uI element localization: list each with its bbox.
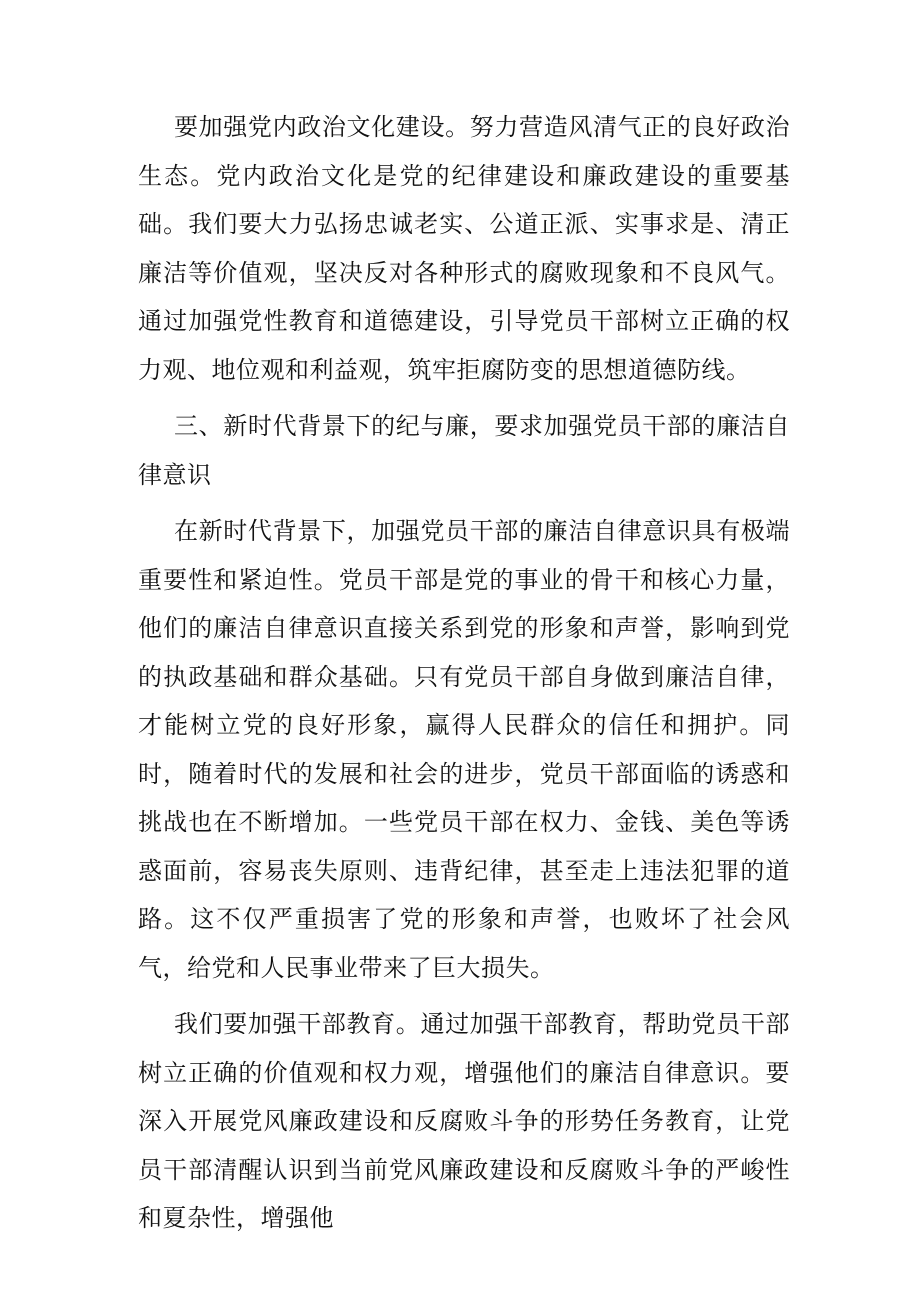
paragraph-self-discipline: 在新时代背景下，加强党员干部的廉洁自律意识具有极端重要性和紧迫性。党员干部是党的事业的骨干和核心力量，他们的廉洁自律意识直接关系到党的形象和声誉，影响到党的执政基础和群众基础。只有党员干部自身做到廉洁自律，才能树立党的良好形象，赢得人民群众的信任和拥护。同时，随着时代的发展和社会的进步，党员干部面临的诱惑和挑战也在不断增加。一些党员干部在权力、金钱、美色等诱惑面前，容易丧失原则、违背纪律，甚至走上违法犯罪的道路。这不仅严重损害了党的形象和声誉，也败坏了社会风气，给党和人民事业带来了巨大损失。 (138, 517, 790, 982)
paragraph-political-culture: 要加强党内政治文化建设。努力营造风清气正的良好政治生态。党内政治文化是党的纪律建设和廉政建设的重要基础。我们要大力弘扬忠诚老实、公道正派、实事求是、清正廉洁等价值观，坚决反对各种形式的腐败现象和不良风气。通过加强党性教育和道德建设，引导党员干部树立正确的权力观、地位观和利益观，筑牢拒腐防变的思想道德防线。 (138, 113, 790, 384)
document-body (138, 103, 790, 1251)
paragraph-cadre-education: 我们要加强干部教育。通过加强干部教育，帮助党员干部树立正确的价值观和权力观，增强他们的廉洁自律意识。要深入开展党风廉政建设和反腐败斗争的形势任务教育，让党员干部清醒认识到当前党风廉政建设和反腐败斗争的严峻性和夏杂性，增强他 (138, 1010, 790, 1232)
section-heading-three: 三、新时代背景下的纪与廉，要求加强党员干部的廉洁自律意识 (138, 412, 790, 489)
